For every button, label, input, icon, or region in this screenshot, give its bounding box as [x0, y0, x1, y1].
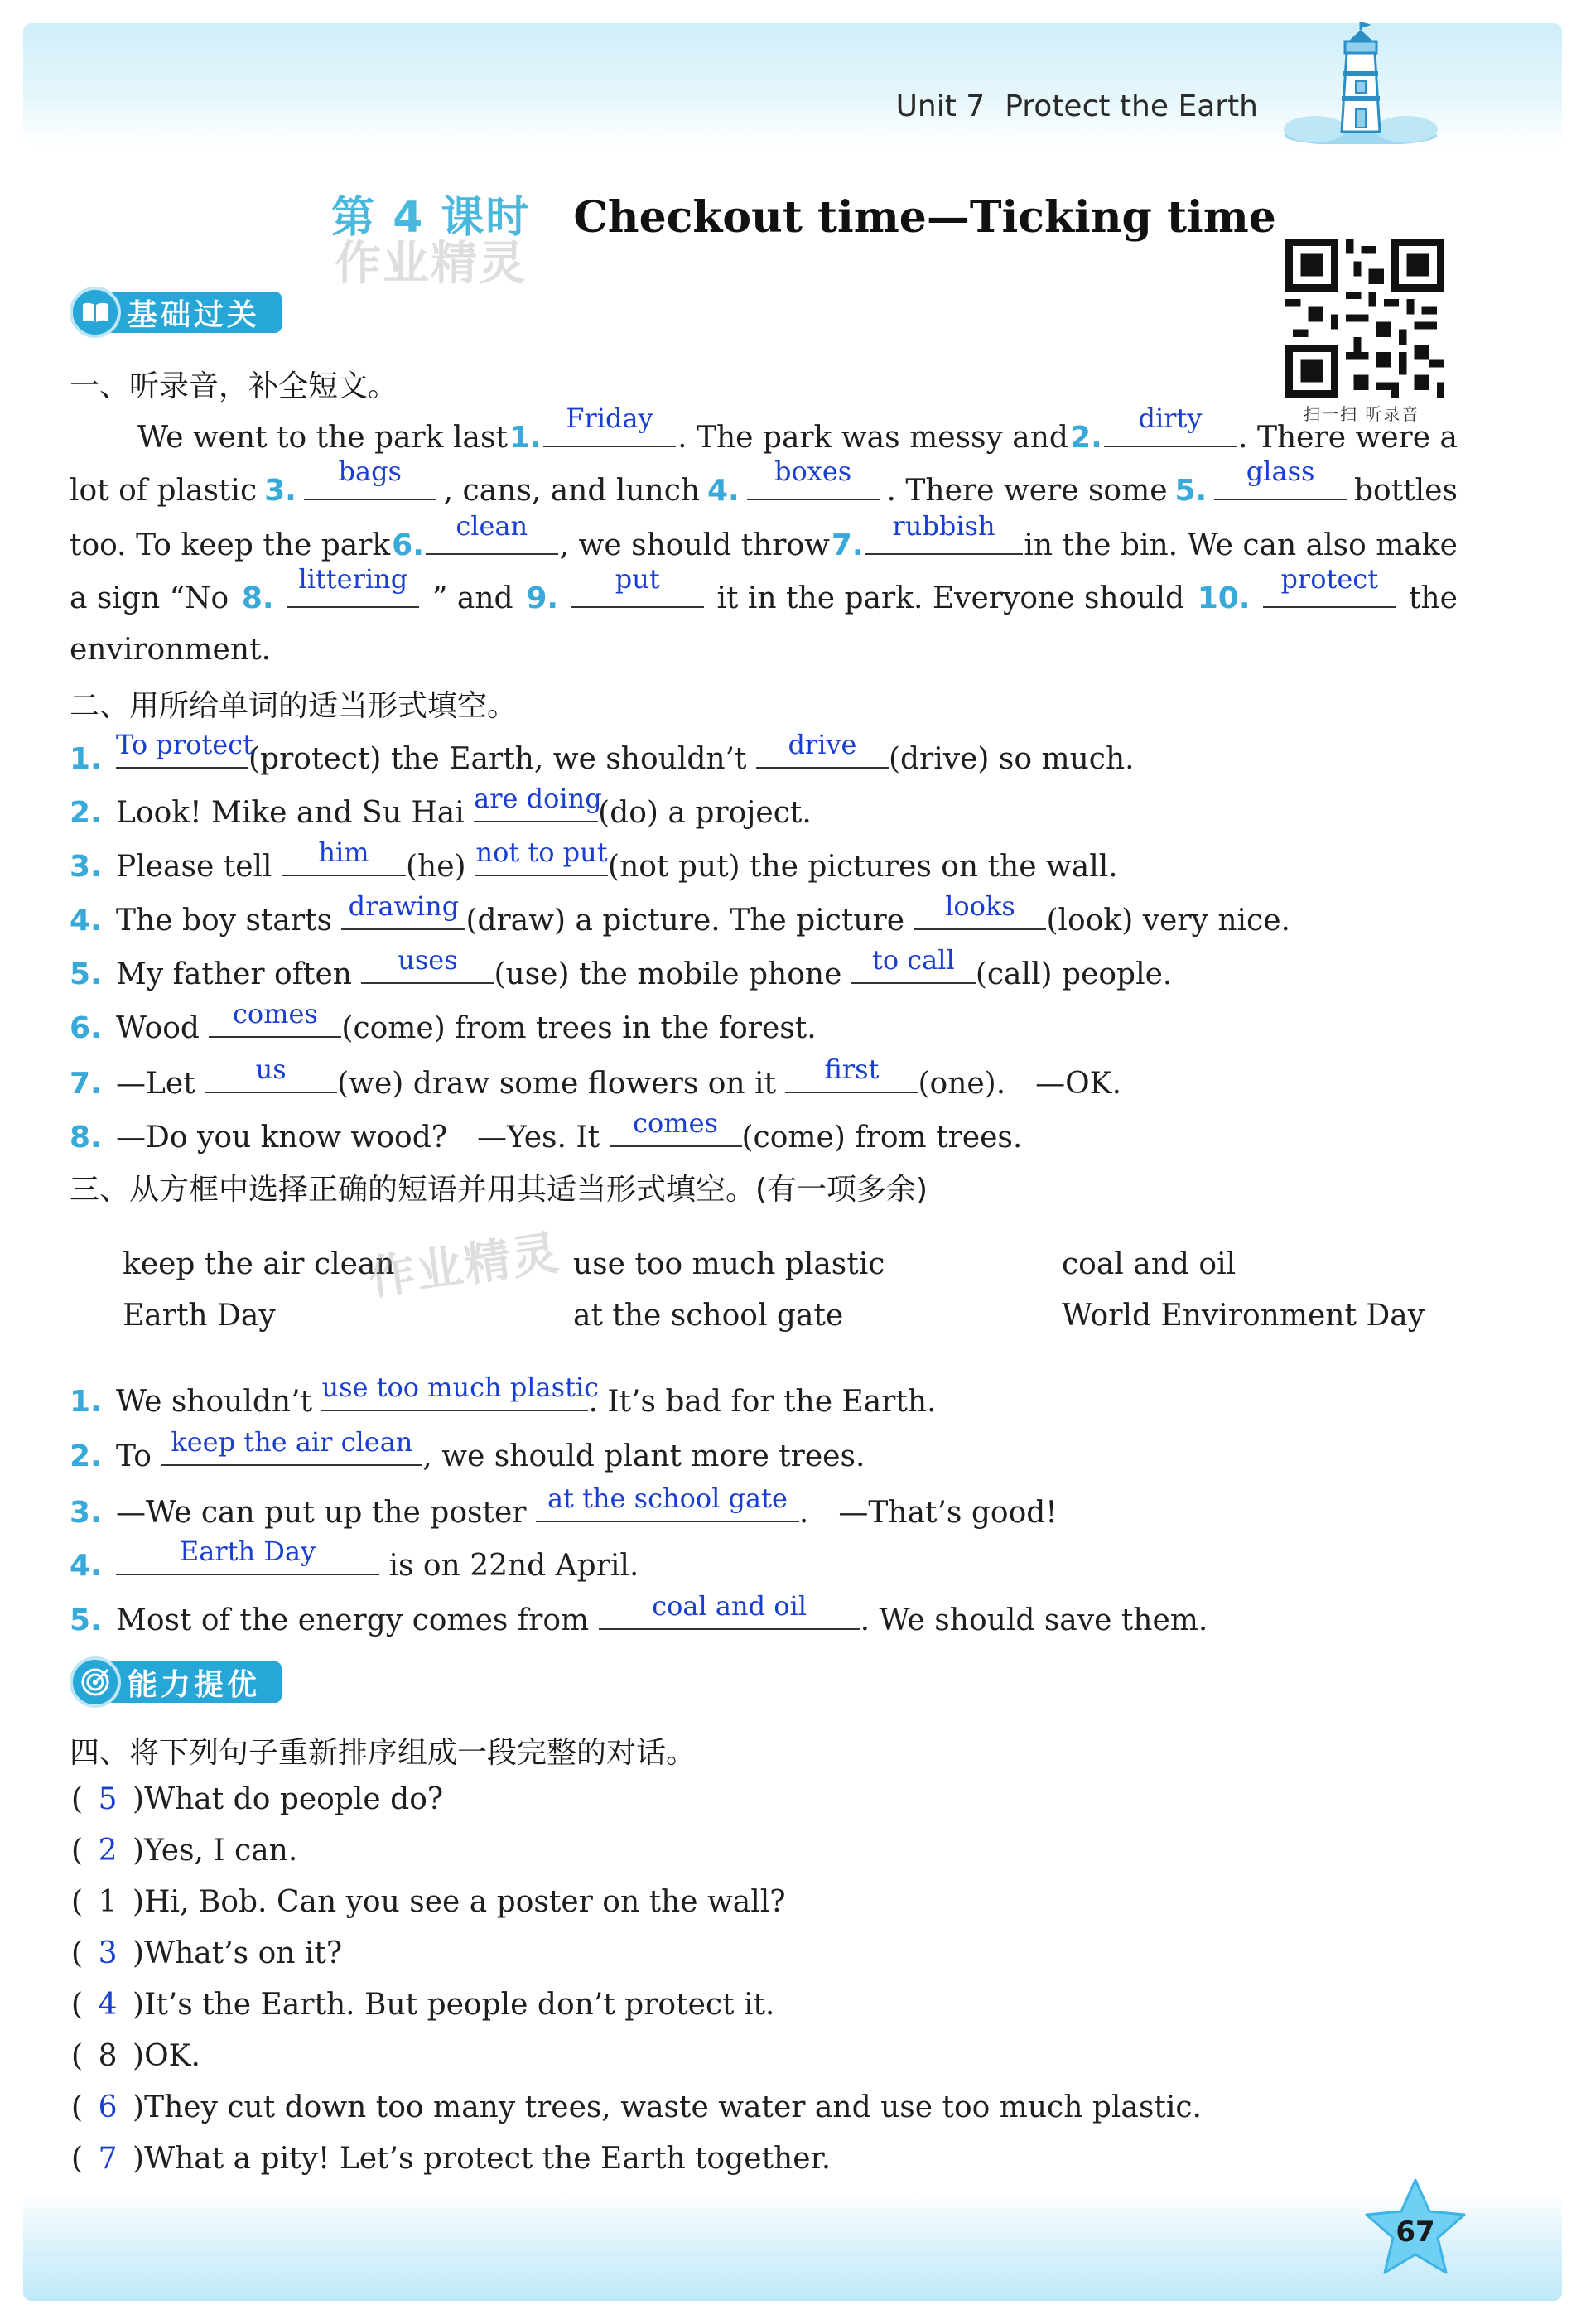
- part3-item-2: 2. To keep the air clean , we should plant more trees.: [70, 1426, 865, 1473]
- passage-line-5: environment.: [70, 633, 271, 667]
- blank-6[interactable]: clean: [426, 523, 558, 555]
- part2-item-1: 1. To protect (protect) the Earth, we shouldn’t drive (drive) so much.: [70, 729, 1135, 776]
- order-item-4: ( 3 )What’s on it?: [71, 1936, 343, 1970]
- passage-line-4: a sign “No 8. littering ” and 9. put it in the park. Everyone should 10. protect the: [70, 563, 1458, 615]
- blank-3[interactable]: bags: [304, 469, 436, 500]
- order-item-5: ( 4 )It’s the Earth. But people don’t protect it.: [71, 1988, 775, 2022]
- order-item-8: ( 7 )What a pity! Let’s protect the Earth together.: [71, 2142, 832, 2176]
- part2-item-2: 2. Look! Mike and Su Hai are doing (do) a project.: [70, 783, 812, 830]
- passage-line-3: too. To keep the park 6. clean , we should throw 7. rubbish in the bin. We can also make: [70, 510, 1458, 562]
- phrase: at the school gate: [573, 1299, 844, 1333]
- blank[interactable]: looks: [914, 899, 1046, 930]
- blank-7[interactable]: rubbish: [865, 523, 1023, 555]
- blank-5[interactable]: glass: [1214, 469, 1347, 500]
- blank[interactable]: Earth Day: [116, 1544, 379, 1575]
- page-number: 67: [1396, 2216, 1435, 2249]
- lesson-number: 第 4 课时: [331, 193, 531, 243]
- part3-item-1: 1. We shouldn’t use too much plastic . It’s bad for the Earth.: [70, 1372, 937, 1419]
- order-item-1: ( 5 )What do people do?: [71, 1782, 444, 1816]
- blank[interactable]: to call: [851, 952, 976, 984]
- blank[interactable]: comes: [209, 1006, 341, 1038]
- blank[interactable]: keep the air clean: [161, 1434, 422, 1466]
- phrase: World Environment Day: [1062, 1299, 1425, 1333]
- blank[interactable]: him: [282, 845, 406, 876]
- part2-item-8: 8. —Do you know wood? —Yes. It comes (come) from trees.: [70, 1107, 1023, 1155]
- blank[interactable]: not to put: [475, 845, 608, 876]
- footer-band: [23, 2193, 1562, 2301]
- target-icon: [70, 1656, 121, 1708]
- blank-8[interactable]: littering: [287, 576, 419, 608]
- blank[interactable]: are doing: [474, 791, 598, 822]
- part3-item-3: 3. —We can put up the poster at the school gate . —That’s good!: [70, 1483, 1058, 1530]
- blank[interactable]: coal and oil: [599, 1598, 860, 1630]
- badge-advanced-label: 能力提优: [108, 1661, 282, 1703]
- part3-item-4: 4. Earth Day is on 22nd April.: [70, 1536, 639, 1583]
- part2-item-4: 4. The boy starts drawing (draw) a picture. The picture looks (look) very nice.: [70, 890, 1290, 938]
- part3-item-5: 5. Most of the energy comes from coal and oil . We should save them.: [70, 1590, 1208, 1637]
- blank[interactable]: at the school gate: [536, 1491, 799, 1522]
- qr-label: 扫一扫 听录音: [1304, 404, 1420, 424]
- lighthouse-icon: [1282, 20, 1439, 144]
- blank-10[interactable]: protect: [1263, 576, 1396, 608]
- qr-code-icon: [1285, 239, 1444, 398]
- part2-item-6: 6. Wood comes (come) from trees in the forest.: [70, 998, 817, 1045]
- unit-label: Unit 7: [895, 89, 986, 123]
- blank[interactable]: drive: [756, 737, 889, 769]
- order-item-2: ( 2 )Yes, I can.: [71, 1834, 298, 1868]
- watermark: 作业精灵: [335, 237, 527, 291]
- part2-item-5: 5. My father often uses (use) the mobile phone to call (call) people.: [70, 944, 1173, 991]
- unit-header: [896, 89, 1258, 123]
- part2-item-7: 7. —Let us (we) draw some flowers on it first (one). —OK.: [70, 1054, 1122, 1101]
- section-2-heading: 二、用所给单词的适当形式填空。: [70, 689, 518, 723]
- blank[interactable]: To protect: [116, 737, 248, 769]
- section-4-heading: 四、将下列句子重新排序组成一段完整的对话。: [70, 1736, 697, 1770]
- order-item-7: ( 6 )They cut down too many trees, waste water and use too much plastic.: [71, 2090, 1202, 2124]
- section-3-heading: 三、从方框中选择正确的短语并用其适当形式填空。(有一项多余): [70, 1173, 928, 1207]
- phrase: coal and oil: [1062, 1247, 1237, 1281]
- lesson-name: Checkout time—Ticking time: [573, 192, 1276, 243]
- blank-2[interactable]: dirty: [1104, 416, 1237, 447]
- unit-topic: Protect the Earth: [1005, 89, 1258, 123]
- blank[interactable]: comes: [610, 1116, 742, 1147]
- blank[interactable]: us: [205, 1062, 337, 1093]
- star-icon: [1362, 2175, 1469, 2283]
- order-item-3: ( 1 )Hi, Bob. Can you see a poster on the wall?: [71, 1885, 786, 1919]
- phrase: keep the air clean: [123, 1247, 395, 1281]
- blank-1[interactable]: Friday: [543, 416, 676, 447]
- blank-9[interactable]: put: [571, 576, 704, 608]
- book-icon: [70, 287, 121, 338]
- phrase: use too much plastic: [573, 1247, 885, 1281]
- badge-basic-label: 基础过关: [108, 292, 282, 333]
- passage-line-1: We went to the park last 1. Friday . The park was messy and 2. dirty . There were a: [137, 403, 1458, 455]
- blank-4[interactable]: boxes: [747, 469, 880, 500]
- blank[interactable]: use too much plastic: [321, 1380, 588, 1411]
- watermark: 作业精灵: [365, 1226, 564, 1306]
- badge-basic: [70, 287, 282, 338]
- phrase: Earth Day: [123, 1299, 276, 1333]
- part2-item-3: 3. Please tell him (he) not to put (not put) the pictures on the wall.: [70, 837, 1118, 884]
- blank[interactable]: uses: [361, 952, 494, 984]
- passage-line-2: lot of plastic 3. bags , cans, and lunch 4. boxes . There were some 5. glass bottles: [70, 456, 1458, 508]
- badge-advanced: [70, 1656, 282, 1708]
- section-1-heading: 一、听录音，补全短文。: [70, 369, 398, 403]
- order-item-6: ( 8 )OK.: [71, 2039, 200, 2073]
- blank[interactable]: drawing: [341, 899, 465, 930]
- blank[interactable]: first: [785, 1062, 918, 1093]
